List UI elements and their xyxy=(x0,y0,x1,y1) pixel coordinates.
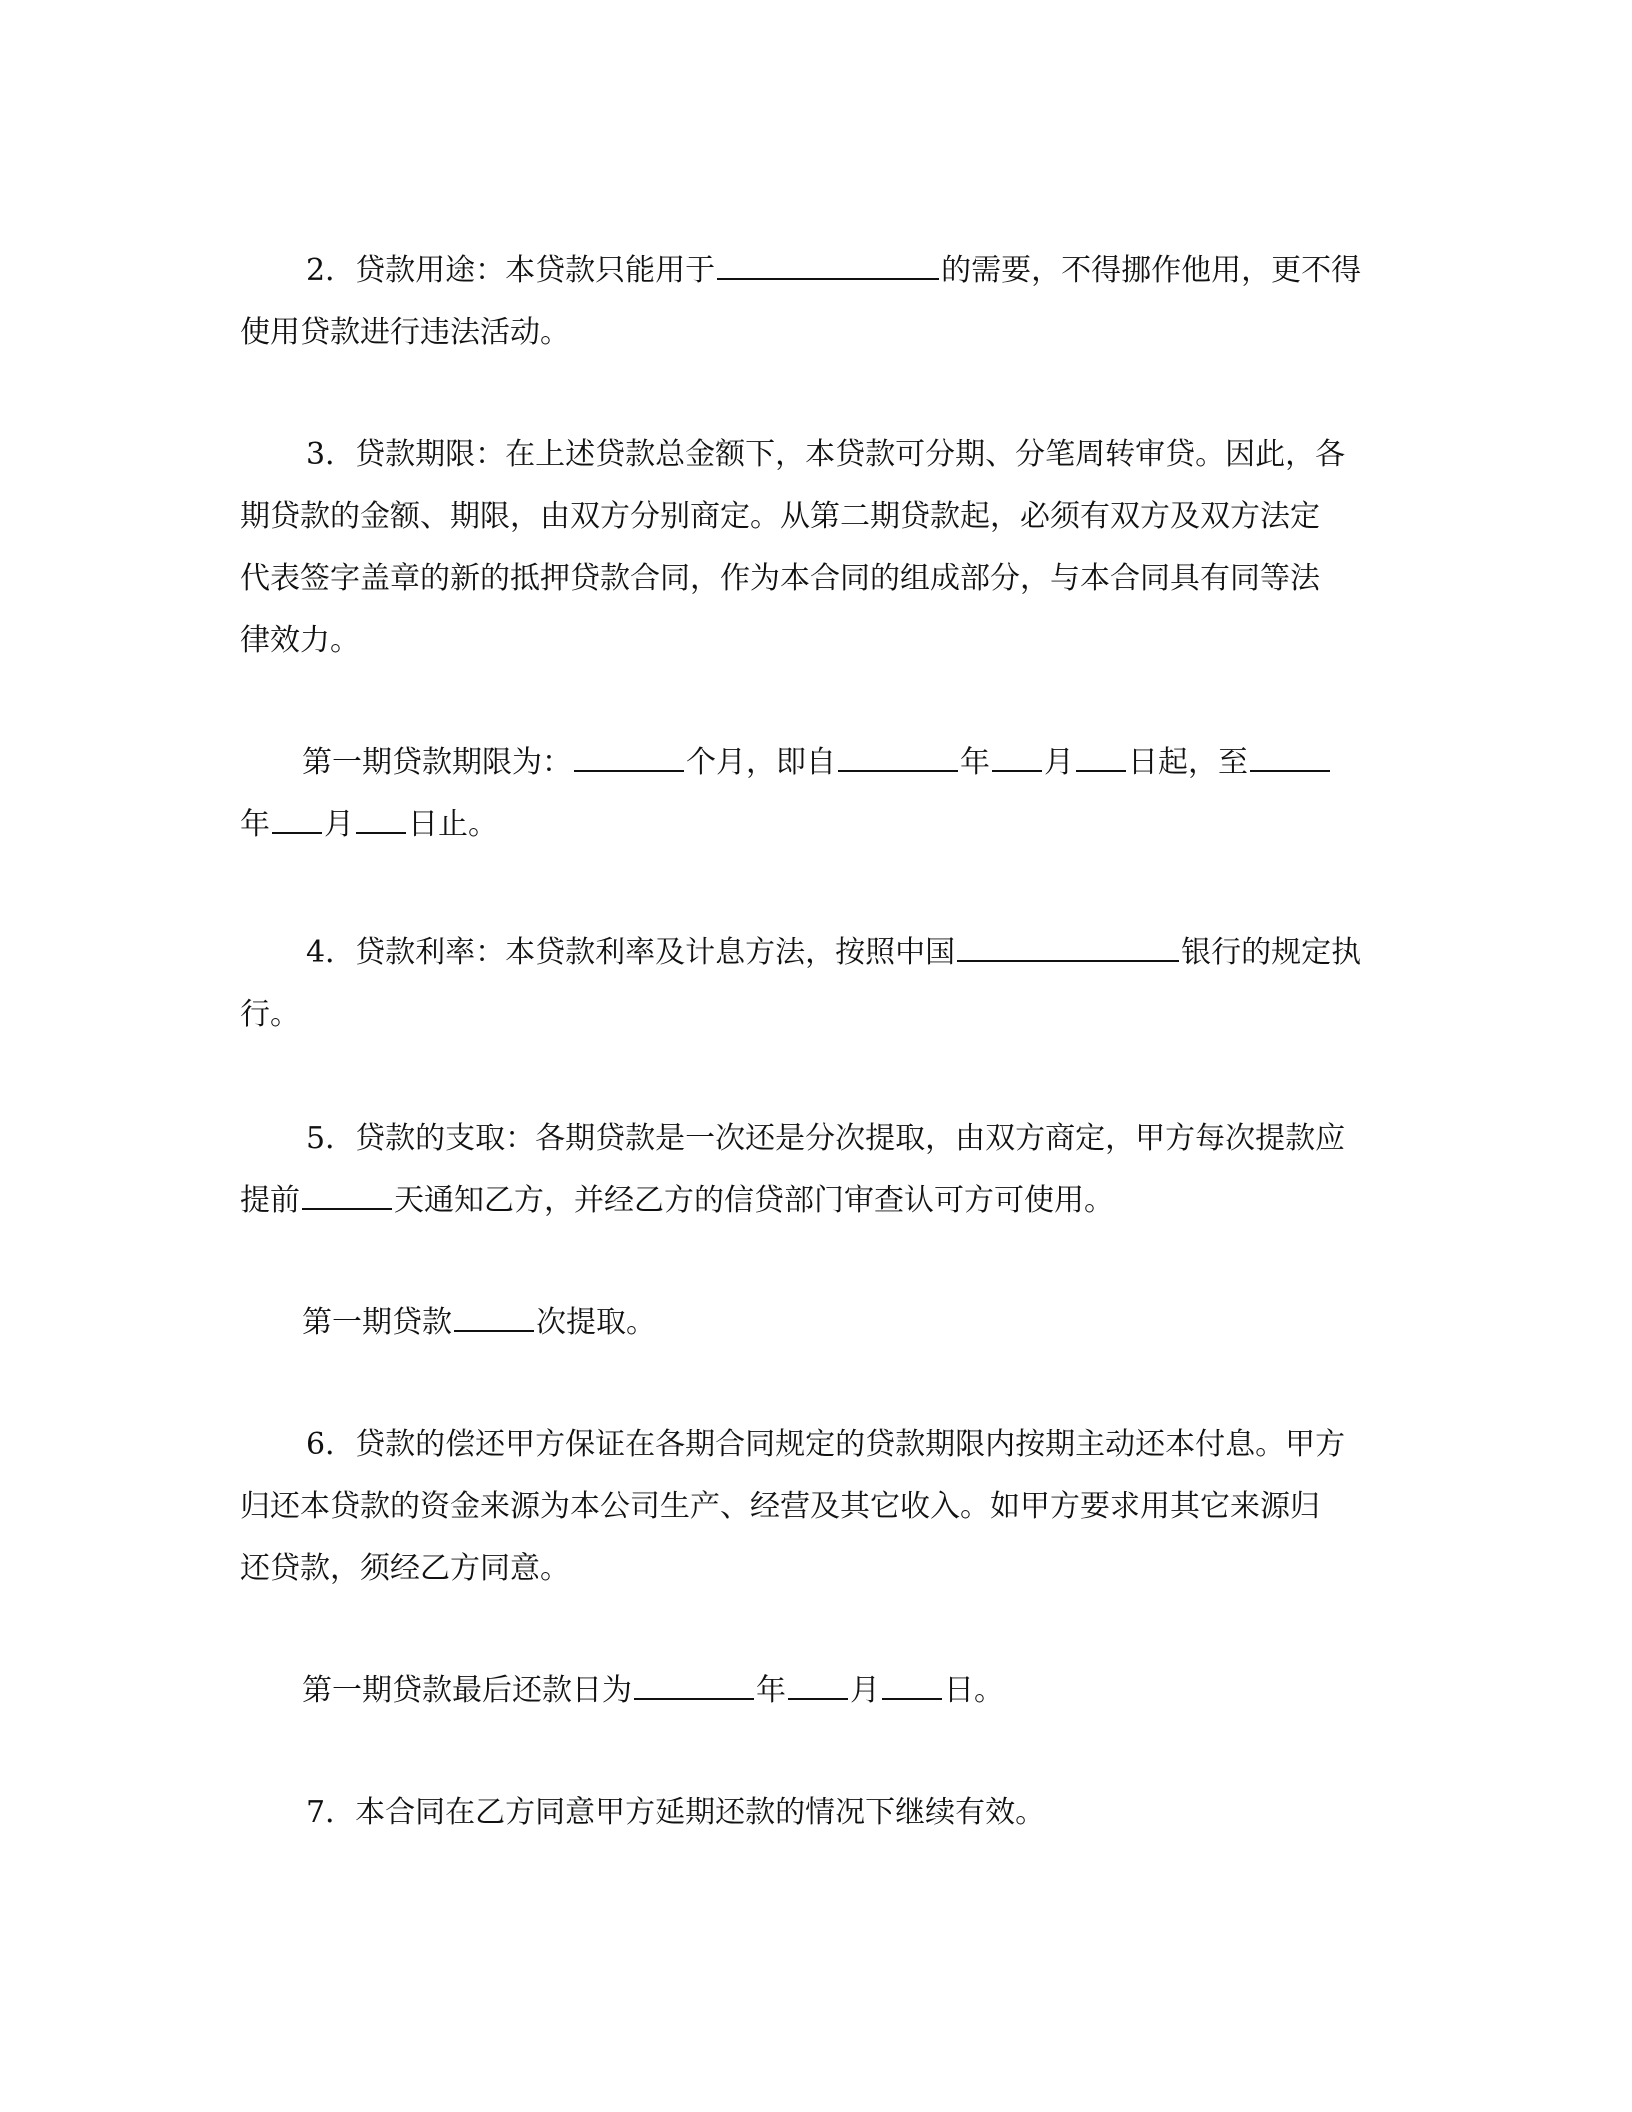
repay-day-blank[interactable] xyxy=(882,1666,942,1700)
clause-5-text-a: 提前 xyxy=(240,1183,300,1218)
first-period-term-line-2 xyxy=(240,794,1380,856)
clause-6-line-2: 归还本贷款的资金来源为本公司生产、经营及其它收入。如甲方要求用其它来源归 xyxy=(240,1489,1320,1524)
clause-4-line-2: 行。 xyxy=(240,997,300,1032)
clause-5-line-2 xyxy=(240,1170,1380,1232)
clause-4-paragraph xyxy=(240,922,1380,1046)
loan-purpose-blank[interactable] xyxy=(717,246,939,280)
notice-days-blank[interactable] xyxy=(302,1176,392,1210)
clause-5-paragraph xyxy=(240,1108,1380,1232)
end-year-text: 年 xyxy=(240,807,270,842)
clause-3-line-2: 期贷款的金额、期限，由双方分别商定。从第二期贷款起，必须有双方及双方法定 xyxy=(240,499,1320,534)
clause-4-line-1 xyxy=(240,922,1380,984)
clause-7-line-1: 7．本合同在乙方同意甲方延期还款的情况下继续有效。 xyxy=(306,1795,1046,1830)
start-year-text: 年 xyxy=(960,745,990,780)
end-day-blank[interactable] xyxy=(356,800,406,834)
clause-6-line-1: 6．贷款的偿还甲方保证在各期合同规定的贷款期限内按期主动还本付息。甲方 xyxy=(306,1427,1346,1462)
start-day-text: 日起，至 xyxy=(1128,745,1248,780)
clause-3-line-4: 律效力。 xyxy=(240,623,360,658)
start-day-blank[interactable] xyxy=(1076,738,1126,772)
clause-7-paragraph xyxy=(240,1782,1380,1844)
draw-text-a: 第一期贷款 xyxy=(302,1305,452,1340)
draw-times-blank[interactable] xyxy=(454,1298,534,1332)
clause-2-line-2: 使用贷款进行违法活动。 xyxy=(240,315,570,350)
term-label: 第一期贷款期限为： xyxy=(302,745,572,780)
clause-4-text-b: 银行的规定执 xyxy=(1181,935,1362,970)
repay-year-blank[interactable] xyxy=(634,1666,754,1700)
first-period-draw-line xyxy=(240,1292,1380,1354)
repay-day-text: 日。 xyxy=(944,1673,1004,1708)
clause-6-line-3: 还贷款，须经乙方同意。 xyxy=(240,1551,570,1586)
first-period-repay-line xyxy=(240,1660,1380,1722)
end-month-blank[interactable] xyxy=(272,800,322,834)
start-month-blank[interactable] xyxy=(992,738,1042,772)
end-day-text: 日止。 xyxy=(408,807,498,842)
clause-2-text-a: 2．贷款用途：本贷款只能用于 xyxy=(306,253,716,288)
clause-2-paragraph xyxy=(240,240,1380,364)
term-months-blank[interactable] xyxy=(574,738,684,772)
draw-text-b: 次提取。 xyxy=(536,1305,656,1340)
repay-month-blank[interactable] xyxy=(788,1666,848,1700)
term-months-text: 个月，即自 xyxy=(686,745,836,780)
start-year-blank[interactable] xyxy=(838,738,958,772)
bank-name-blank[interactable] xyxy=(957,928,1179,962)
clause-4-text-a: 4．贷款利率：本贷款利率及计息方法，按照中国 xyxy=(306,935,956,970)
end-year-blank-part[interactable] xyxy=(1250,738,1330,772)
clause-2-line-1 xyxy=(240,240,1380,302)
first-period-draw-paragraph xyxy=(240,1292,1380,1354)
repay-year-text: 年 xyxy=(756,1673,786,1708)
clause-3-line-3: 代表签字盖章的新的抵押贷款合同，作为本合同的组成部分，与本合同具有同等法 xyxy=(240,561,1320,596)
start-month-text: 月 xyxy=(1044,745,1074,780)
repay-text-a: 第一期贷款最后还款日为 xyxy=(302,1673,632,1708)
clause-5-text-b: 天通知乙方，并经乙方的信贷部门审查认可方可使用。 xyxy=(394,1183,1114,1218)
first-period-repay-paragraph xyxy=(240,1660,1380,1722)
end-month-text: 月 xyxy=(324,807,354,842)
first-period-term-line-1 xyxy=(240,732,1380,794)
repay-month-text: 月 xyxy=(850,1673,880,1708)
clause-3-line-1: 3．贷款期限：在上述贷款总金额下，本贷款可分期、分笔周转审贷。因此，各 xyxy=(306,437,1346,472)
clause-2-text-b: 的需要，不得挪作他用，更不得 xyxy=(941,253,1362,288)
clause-5-line-1: 5．贷款的支取：各期贷款是一次还是分次提取，由双方商定，甲方每次提款应 xyxy=(306,1121,1346,1156)
clause-3-paragraph xyxy=(240,424,1380,672)
first-period-term-paragraph xyxy=(240,732,1380,856)
clause-6-paragraph xyxy=(240,1414,1380,1600)
